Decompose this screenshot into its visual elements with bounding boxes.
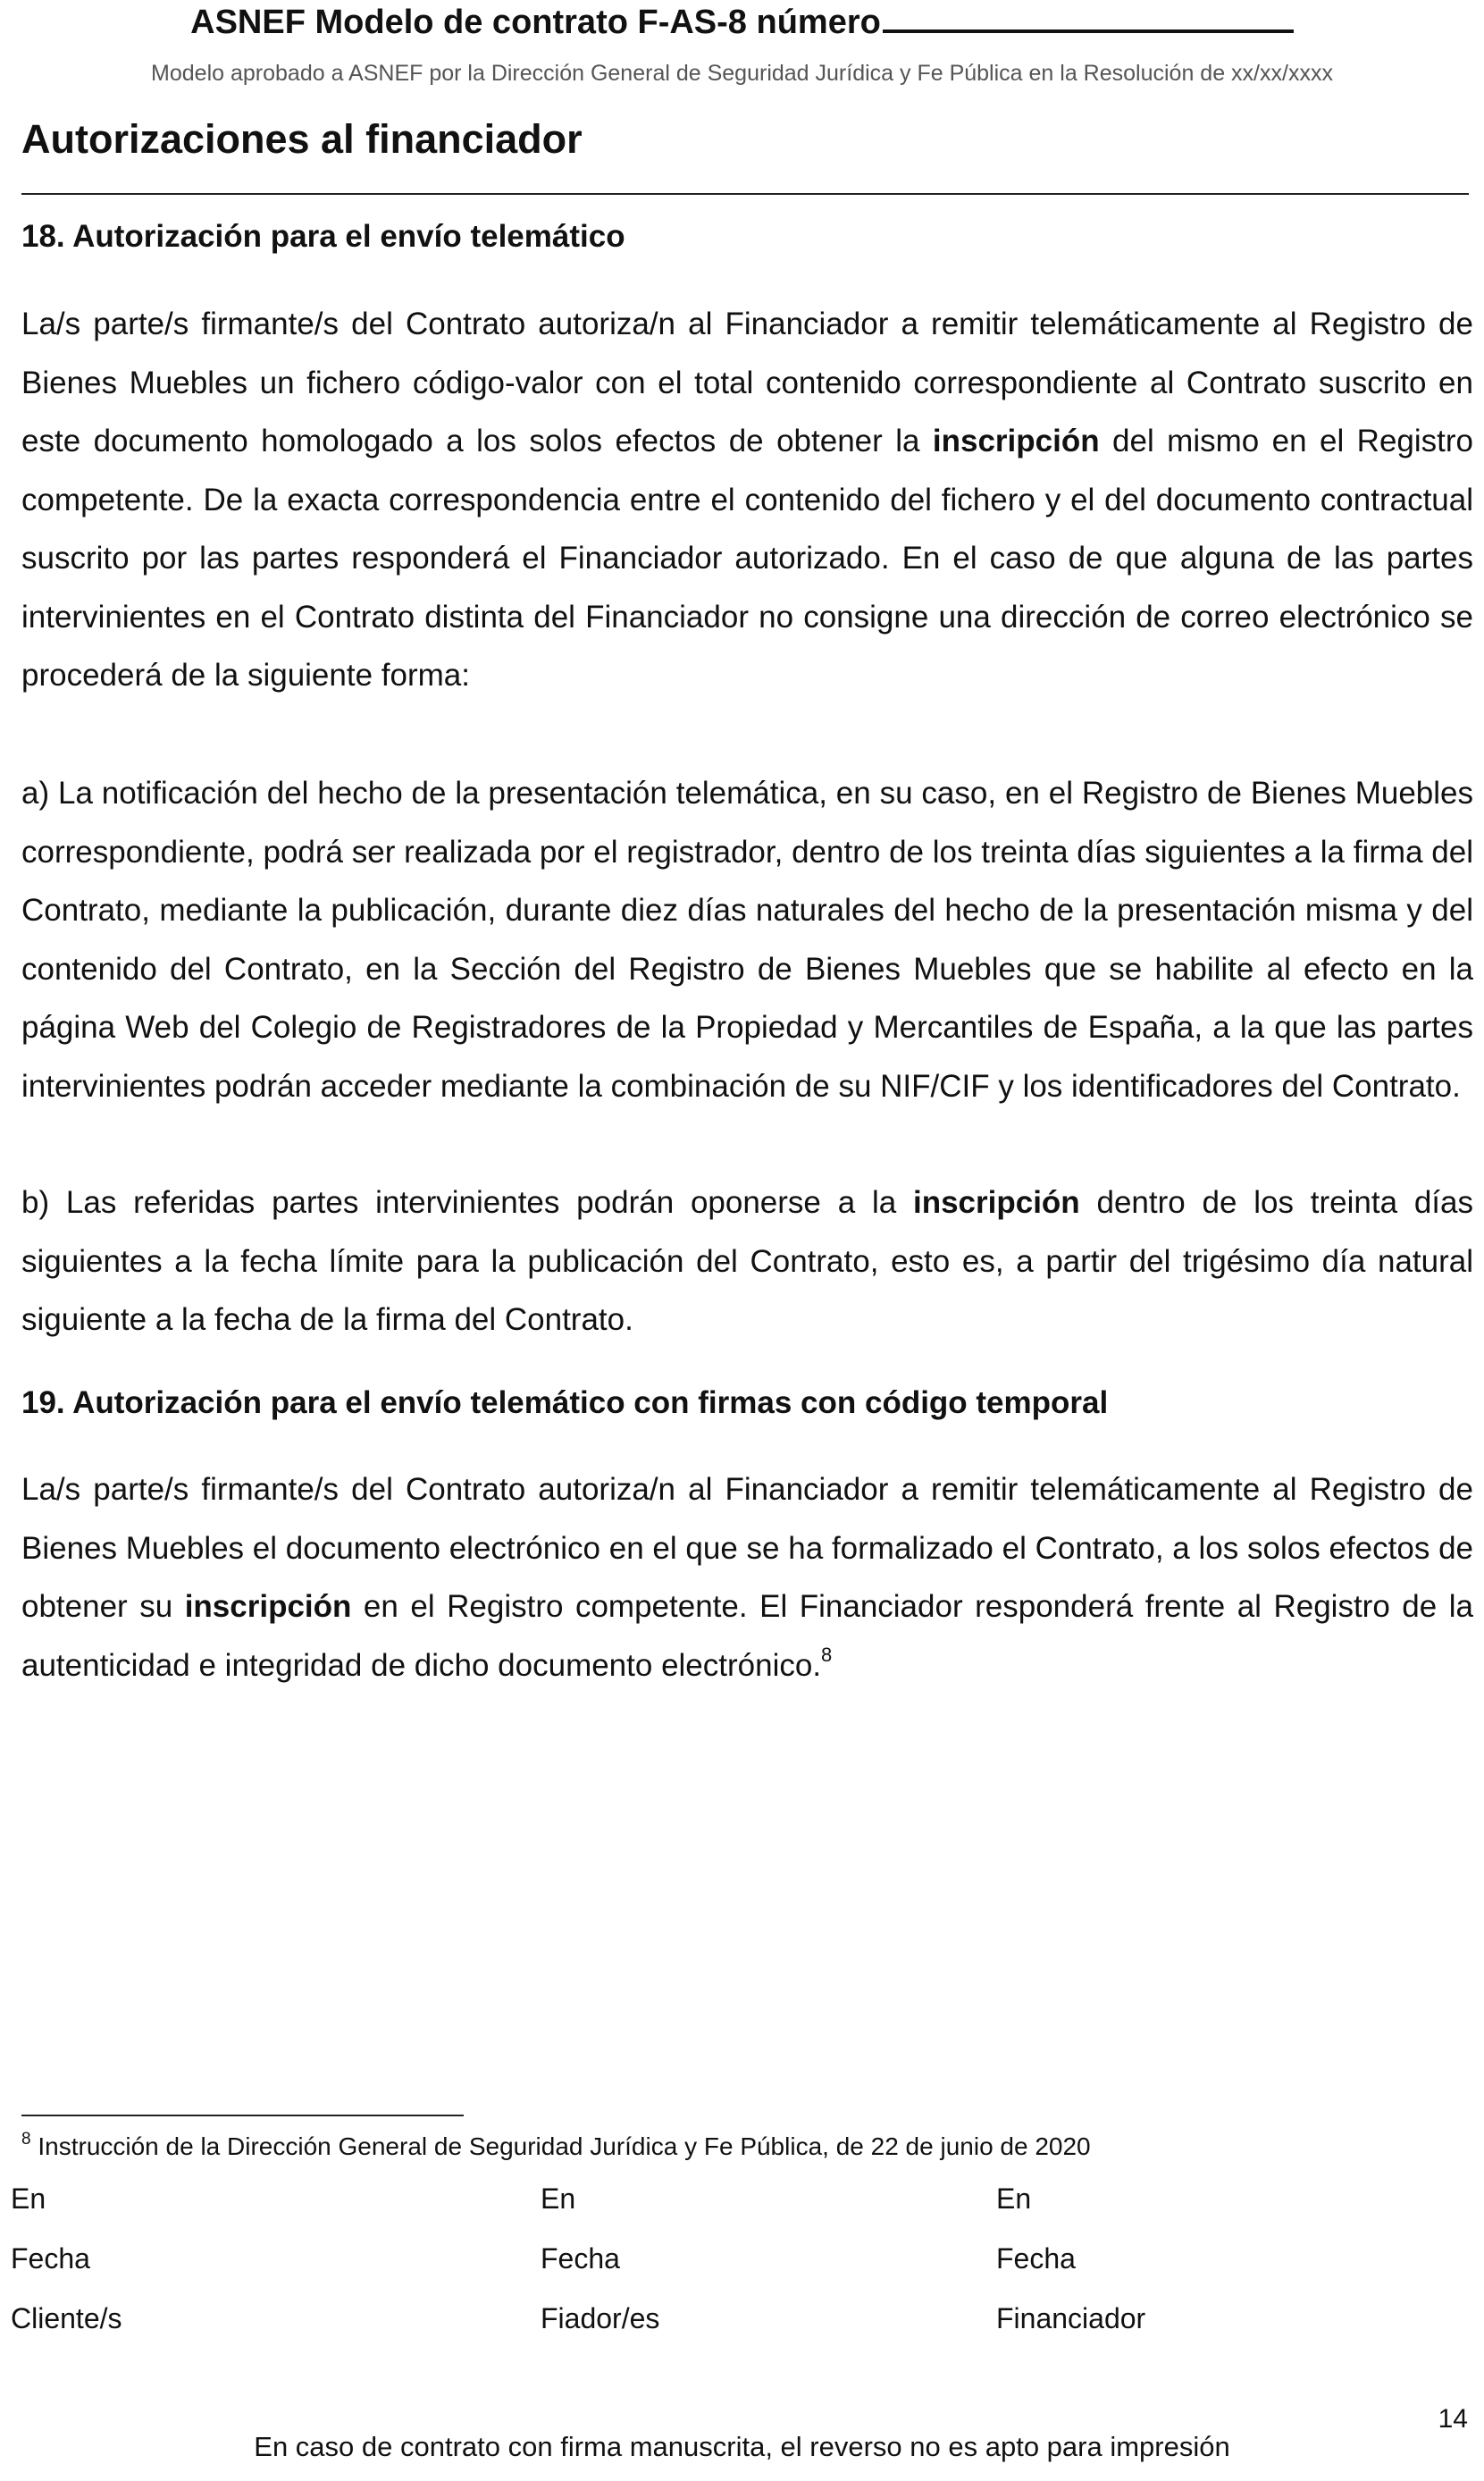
signature-date-financier: Fecha bbox=[996, 2242, 1076, 2275]
footnote-reference[interactable]: 8 bbox=[821, 1643, 833, 1666]
document-header-title bbox=[0, 4, 1484, 42]
clause-19-paragraph: La/s parte/s firmante/s del Contrato autoriza/n al Financiador a remitir telemáticamente al Registro de Bienes Muebles el documento electrónico en el que se ha formalizado el Contrato, a los solos efectos de obtener su inscripción en el Registro competente. El Financiador responderá frente al Registro de la autenticidad e integridad de dicho documento electrónico.$^8$ bbox=[21, 1472, 1473, 1683]
footnote-separator bbox=[21, 2115, 464, 2116]
section-title: Autorizaciones al financiador bbox=[21, 116, 583, 162]
bold-inscripcion: inscripción bbox=[184, 1589, 352, 1624]
contract-number-blank bbox=[883, 4, 1294, 33]
signature-place-guarantor: En bbox=[541, 2182, 576, 2215]
bold-inscripcion: inscripción bbox=[912, 1185, 1080, 1220]
document-header-subtitle: Modelo aprobado a ASNEF por la Dirección General de Seguridad Jurídica y Fe Pública en la Resolución de xx/xx/xxxx bbox=[151, 61, 1333, 86]
signature-date-guarantor: Fecha bbox=[541, 2242, 620, 2275]
footnote-number: 8 bbox=[21, 2130, 31, 2149]
clause-19-heading: 19. Autorización para el envío telemático con firmas con código temporal bbox=[21, 1385, 1109, 1420]
footnote bbox=[21, 2132, 1091, 2161]
footnote-text: Instrucción de la Dirección General de Seguridad Jurídica y Fe Pública, de 22 de junio de 2020 bbox=[30, 2132, 1091, 2160]
page-number: 14 bbox=[1438, 2404, 1468, 2434]
signature-party-financier: Financiador bbox=[996, 2302, 1146, 2334]
footer-note: En caso de contrato con firma manuscrita, el reverso no es apto para impresión bbox=[254, 2431, 1230, 2462]
clause-18-item-a: a) La notificación del hecho de la presentación telemática, en su caso, en el Registro de Bienes Muebles correspondiente, podrá ser realizada por el registrador, dentro de los treinta días siguientes a la firma del Contrato, mediante la publicación, durante diez días naturales del hecho de la presentación misma y del contenido del Contrato, en la Sección del Registro de Bienes Muebles que se habilite al efecto en la página Web del Colegio de Registradores de la Propiedad y Mercantiles de España, a la que las partes intervinientes podrán acceder mediante la combinación de su NIF/CIF y los identificadores del Contrato. bbox=[21, 776, 1473, 1104]
signature-place-financier: En bbox=[996, 2182, 1032, 2215]
signature-party-guarantor: Fiador/es bbox=[541, 2302, 660, 2334]
clause-18-item-b: b) Las referidas partes intervinientes podrán oponerse a la inscripción dentro de los treinta días siguientes a la fecha límite para la publicación del Contrato, esto es, a partir del trigésimo día natural siguiente a la fecha de la firma del Contrato. bbox=[21, 1185, 1474, 1337]
clause-18-paragraph: La/s parte/s firmante/s del Contrato autoriza/n al Financiador a remitir telemáticamente al Registro de Bienes Muebles un fichero código-valor con el total contenido correspondiente al Contrato suscrito en este documento homologado a los solos efectos de obtener la inscripción del mismo en el Registro competente. De la exacta correspondencia entre el contenido del fichero y el del documento contractual suscrito por las partes responderá el Financiador autorizado. En el caso de que alguna de las partes intervinientes en el Contrato distinta del Financiador no consigne una dirección de correo electrónico se procederá de la siguiente forma: bbox=[21, 307, 1473, 693]
signature-date-client: Fecha bbox=[11, 2242, 90, 2275]
header-title-text: ASNEF Modelo de contrato F-AS-8 número bbox=[190, 4, 881, 41]
clause-18-heading: 18. Autorización para el envío telemático bbox=[21, 219, 625, 254]
signature-party-client: Cliente/s bbox=[11, 2302, 122, 2334]
section-divider bbox=[21, 193, 1469, 195]
signature-place-client: En bbox=[11, 2182, 46, 2215]
bold-inscripcion: inscripción bbox=[932, 424, 1100, 458]
